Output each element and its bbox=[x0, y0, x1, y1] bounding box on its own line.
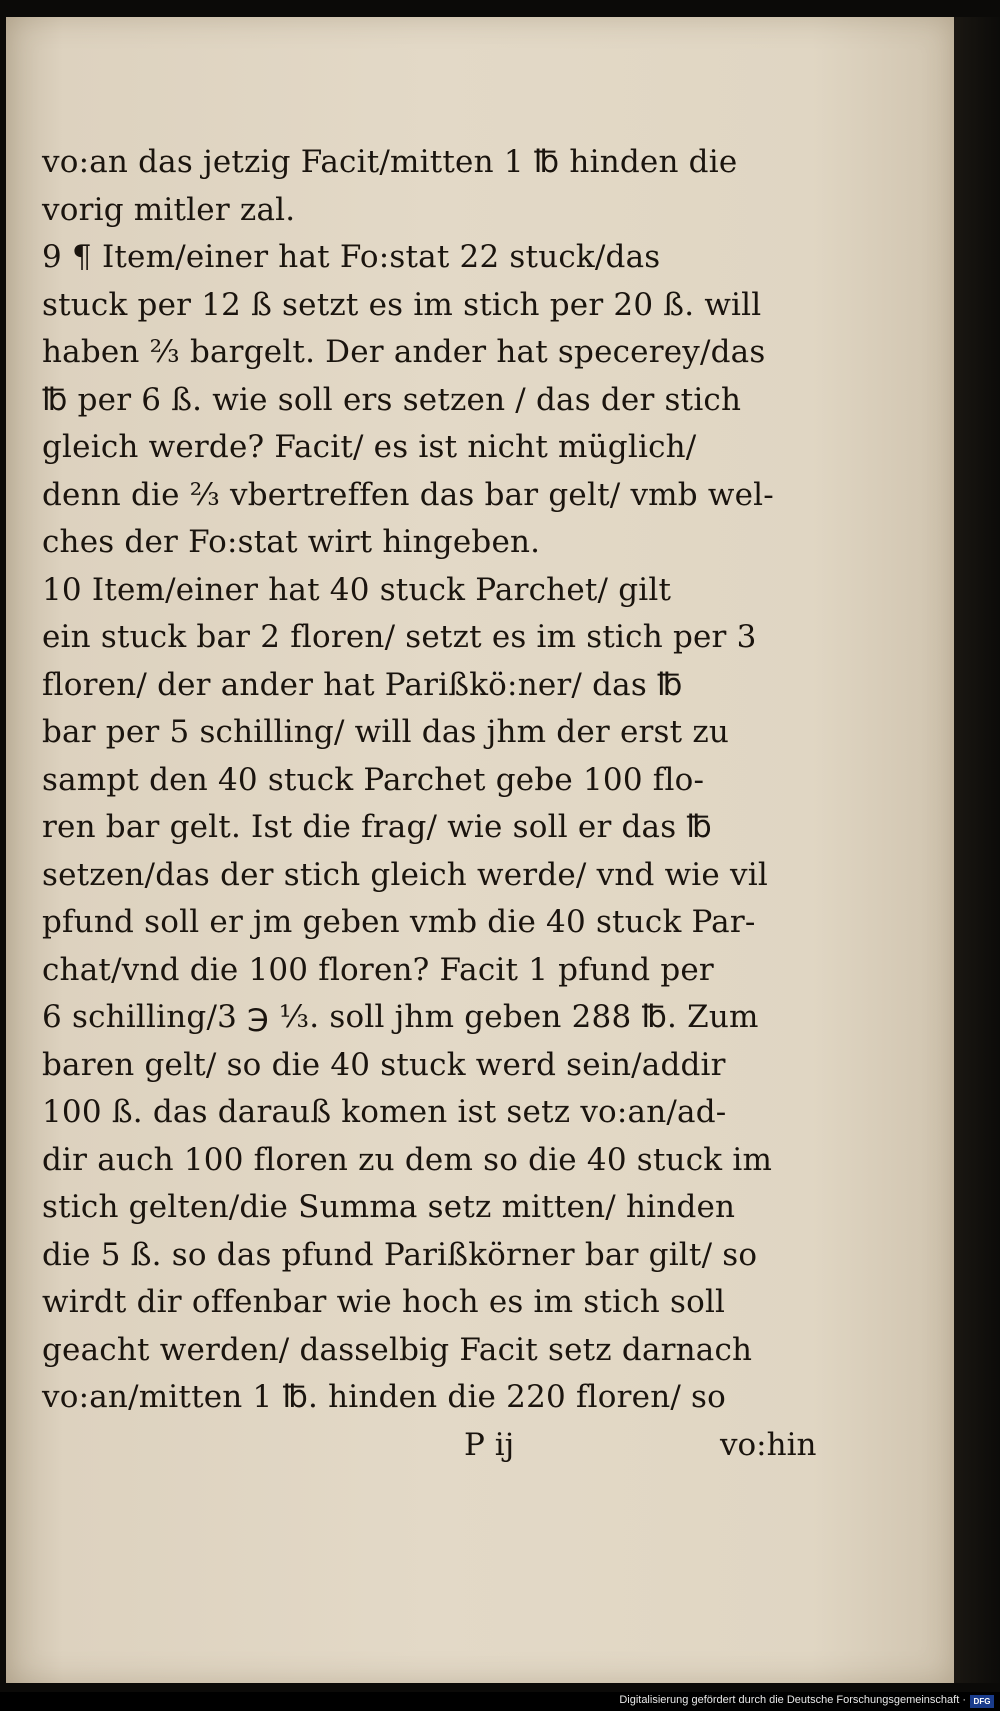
signature-mark: P ij bbox=[464, 1427, 515, 1463]
text-line: denn die ⅔ vbertreffen das bar gelt/ vmb wel- bbox=[42, 476, 774, 513]
text-line: geacht werden/ dasselbig Facit setz darnach bbox=[42, 1331, 753, 1368]
body-text bbox=[42, 139, 872, 1422]
digitization-bar bbox=[0, 1692, 1000, 1711]
text-line: haben ⅔ bargelt. Der ander hat specerey/das bbox=[42, 334, 766, 370]
funding-notice: Digitalisierung gefördert durch die Deutsche Forschungsgemeinschaft · bbox=[619, 1694, 966, 1706]
text-line: setzen/das der stich gleich werde/ vnd wie vil bbox=[42, 856, 768, 893]
text-line: gleich werde? Facit/ es ist nicht müglich/ bbox=[42, 429, 697, 465]
text-line: vo:an/mitten 1 ℔. hinden die 220 floren/ so bbox=[42, 1379, 727, 1415]
text-line: 100 ß. das darauß komen ist setz vo:an/ad- bbox=[42, 1094, 727, 1130]
text-line: ein stuck bar 2 floren/ setzt es im stich per 3 bbox=[42, 619, 757, 655]
catchword: vo:hin bbox=[720, 1427, 817, 1463]
text-line: stich gelten/die Summa setz mitten/ hinden bbox=[42, 1189, 736, 1225]
page-edge-shadow bbox=[954, 17, 1000, 1683]
text-line: 6 schilling/3 ℈ ⅓. soll jhm geben 288 ℔. Zum bbox=[42, 999, 759, 1035]
text-line: sampt den 40 stuck Parchet gebe 100 flo- bbox=[42, 761, 705, 798]
text-line: bar per 5 schilling/ will das jhm der erst zu bbox=[42, 714, 730, 750]
book-page bbox=[6, 17, 954, 1683]
text-line: dir auch 100 floren zu dem so die 40 stuck im bbox=[42, 1141, 773, 1178]
page-footer bbox=[6, 1427, 954, 1487]
dfg-logo-icon: DFG bbox=[970, 1695, 994, 1708]
text-line: vo:an das jetzig Facit/mitten 1 ℔ hinden die bbox=[42, 144, 738, 180]
text-line: floren/ der ander hat Parißkö:ner/ das ℔ bbox=[42, 666, 683, 703]
text-line: pfund soll er jm geben vmb die 40 stuck Par- bbox=[42, 904, 756, 940]
text-line: chat/vnd die 100 floren? Facit 1 pfund per bbox=[42, 951, 714, 988]
text-line: wirdt dir offenbar wie hoch es im stich soll bbox=[42, 1284, 726, 1320]
text-line: ℔ per 6 ß. wie soll ers setzen / das der stich bbox=[42, 381, 742, 418]
text-line: ches der Fo:stat wirt hingeben. bbox=[42, 524, 541, 560]
text-line: stuck per 12 ß setzt es im stich per 20 ß. will bbox=[42, 286, 762, 323]
text-line: vorig mitler zal. bbox=[42, 191, 296, 228]
text-line: die 5 ß. so das pfund Parißkörner bar gilt/ so bbox=[42, 1236, 758, 1273]
text-line: ren bar gelt. Ist die frag/ wie soll er das ℔ bbox=[42, 809, 712, 845]
text-line: 9 ¶ Item/einer hat Fo:stat 22 stuck/das bbox=[42, 239, 661, 275]
text-line: 10 Item/einer hat 40 stuck Parchet/ gilt bbox=[42, 571, 672, 608]
text-line: baren gelt/ so die 40 stuck werd sein/addir bbox=[42, 1046, 726, 1083]
